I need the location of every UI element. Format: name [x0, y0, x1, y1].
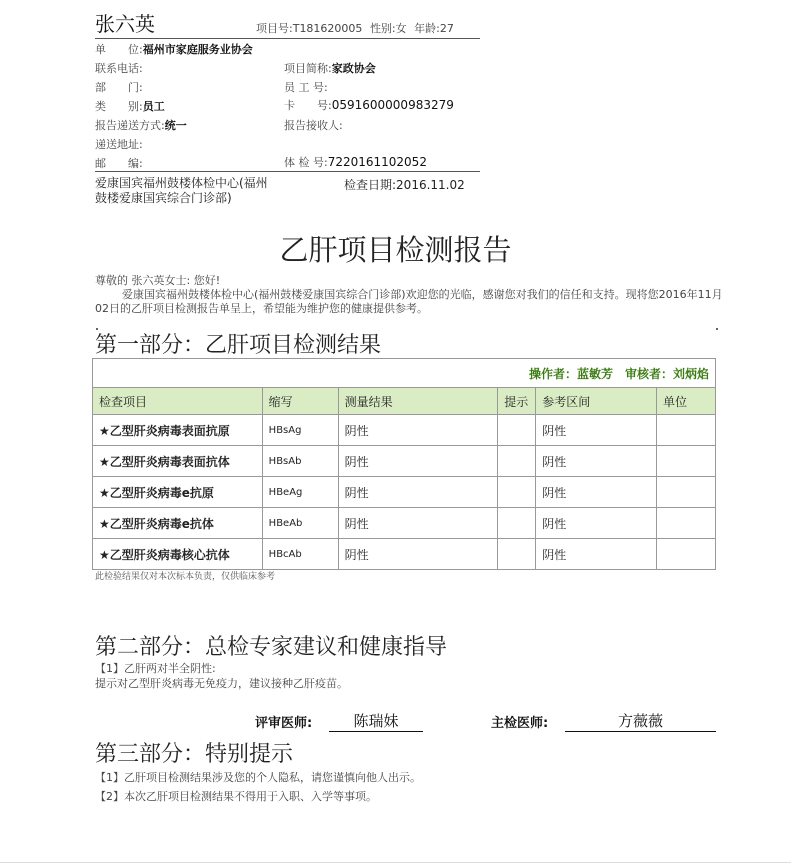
delivery-label: 报告递送方式: [95, 119, 165, 132]
cell-result: 阴性 [338, 539, 498, 570]
cell-result: 阴性 [338, 446, 498, 477]
section1-title: 第一部分：乙肝项目检测结果 [95, 333, 382, 358]
header-divider [95, 38, 480, 39]
cell-abbr: HBsAg [262, 415, 338, 446]
age-label: 年龄: [414, 22, 440, 35]
cell-abbr: HBcAb [262, 539, 338, 570]
page-bottom-divider [0, 862, 791, 863]
col-header-abbr: 缩写 [262, 388, 338, 415]
col-header-item: 检查项目 [93, 388, 263, 415]
cell-ref: 阴性 [536, 539, 657, 570]
project-no-label: 项目号: [256, 22, 293, 35]
gender: 女 [395, 22, 407, 35]
cell-item: ★乙型肝炎病毒核心抗体 [93, 539, 263, 570]
cell-item: ★乙型肝炎病毒表面抗体 [93, 446, 263, 477]
project-short-value: 家政协会 [331, 62, 376, 75]
table-row [93, 508, 716, 539]
section2-title: 第二部分：总检专家建议和健康指导 [95, 635, 448, 660]
category-row [95, 98, 165, 114]
address-label: 递送地址: [95, 138, 143, 151]
info-divider [95, 171, 480, 172]
postcode-label: 邮 编: [95, 157, 143, 170]
section3-title: 第三部分：特别提示 [95, 742, 294, 767]
card-no: 0591600000983279 [331, 98, 454, 112]
gender-label: 性别: [369, 22, 396, 35]
table-row [93, 446, 716, 477]
cell-ref: 阴性 [536, 508, 657, 539]
exam-no: 7220161102052 [327, 155, 427, 169]
cell-item: ★乙型肝炎病毒表面抗原 [93, 415, 263, 446]
cell-abbr: HBeAg [262, 477, 338, 508]
col-header-ref: 参考区间 [536, 388, 657, 415]
reviewer-label: 评审医师: [255, 716, 313, 731]
advice-text: 提示对乙型肝炎病毒无免疫力，建议接种乙肝疫苗。 [95, 677, 348, 690]
intro-paragraph: 爱康国宾福州鼓楼体检中心(福州鼓楼爱康国宾综合门诊部)欢迎您的光临，感谢您对我们的信任和支持。现将您2016年11月02日的乙肝项目检测报告单呈上，希望能为维护您的健康提供参考。 [95, 288, 723, 315]
greeting: 尊敬的 张六英女士: 您好! [95, 274, 221, 287]
tip-item: 【2】本次乙肝项目检测结果不得用于入职、入学等事项。 [95, 790, 377, 803]
cell-unit [657, 446, 716, 477]
operator-reviewer: 操作者：蓝敏芳 审核者：刘炳焰 [93, 359, 716, 388]
cell-flag [498, 539, 536, 570]
col-header-unit: 单位 [657, 388, 716, 415]
col-header-flag: 提示 [498, 388, 536, 415]
unit-value: 福州市家庭服务业协会 [142, 43, 253, 56]
table-header [93, 388, 716, 415]
header-meta [256, 20, 454, 36]
cell-ref: 阴性 [536, 415, 657, 446]
results-table [92, 358, 716, 570]
cell-ref: 阴性 [536, 446, 657, 477]
cell-unit [657, 415, 716, 446]
category-label: 类 别: [95, 100, 143, 113]
table-row [93, 477, 716, 508]
dept-label: 部 门: [95, 81, 143, 94]
check-date-label: 检查日期: [344, 178, 397, 192]
exam-no-label: 体 检 号: [284, 156, 328, 169]
cell-flag [498, 477, 536, 508]
check-date-row [344, 176, 465, 193]
project-short-label: 项目简称: [284, 62, 332, 75]
cell-abbr: HBeAb [262, 508, 338, 539]
cell-flag [498, 415, 536, 446]
exam-no-row [284, 154, 427, 170]
age: 27 [439, 22, 454, 35]
cell-result: 阴性 [338, 415, 498, 446]
margin-dot [716, 328, 718, 330]
table-row [93, 539, 716, 570]
advice-title: 【1】乙肝两对半全阴性: [95, 662, 216, 675]
col-header-result: 测量结果 [338, 388, 498, 415]
cell-unit [657, 508, 716, 539]
cell-flag [498, 446, 536, 477]
cell-flag [498, 508, 536, 539]
delivery-row [95, 117, 187, 133]
chief-name: 方薇薇 [565, 710, 716, 732]
receiver-label: 报告接收人: [284, 119, 343, 132]
cell-item: ★乙型肝炎病毒e抗体 [93, 508, 263, 539]
cell-abbr: HBsAb [262, 446, 338, 477]
clinic-name: 爱康国宾福州鼓楼体检中心(福州鼓楼爱康国宾综合门诊部) [95, 176, 268, 205]
unit-label: 单 位: [95, 43, 143, 56]
check-date: 2016.11.02 [396, 178, 465, 192]
cell-result: 阴性 [338, 477, 498, 508]
table-row [93, 415, 716, 446]
project-short-row [284, 60, 376, 76]
cell-unit [657, 539, 716, 570]
delivery-value: 统一 [164, 119, 187, 132]
reviewer-name: 陈瑞妹 [329, 710, 423, 732]
cell-ref: 阴性 [536, 477, 657, 508]
cell-unit [657, 477, 716, 508]
card-label: 卡 号: [284, 99, 332, 112]
phone-label: 联系电话: [95, 62, 143, 75]
patient-name: 张六英 [95, 12, 155, 36]
report-title: 乙肝项目检测报告 [279, 233, 512, 267]
category-value: 员工 [142, 100, 165, 113]
project-no: T181620005 [292, 22, 363, 35]
chief-label: 主检医师: [491, 716, 549, 731]
cell-result: 阴性 [338, 508, 498, 539]
unit-row [95, 41, 253, 57]
card-row [284, 97, 454, 113]
staff-no-label: 员 工 号: [284, 81, 328, 94]
operator-row [93, 359, 716, 388]
tip-item: 【1】乙肝项目检测结果涉及您的个人隐私，请您谨慎向他人出示。 [95, 771, 421, 784]
cell-item: ★乙型肝炎病毒e抗原 [93, 477, 263, 508]
lab-note: 此检验结果仅对本次标本负责，仅供临床参考 [95, 572, 276, 582]
